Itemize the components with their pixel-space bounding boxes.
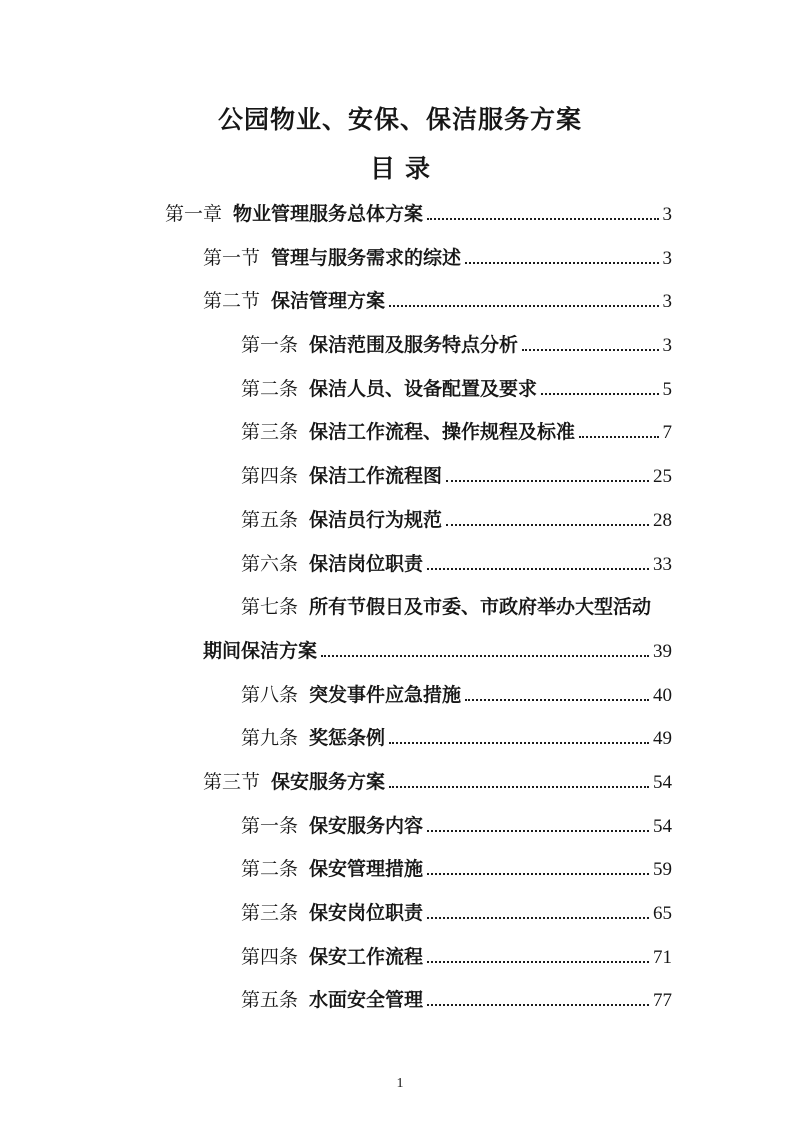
toc-entry-title: 保洁范围及服务特点分析 (309, 335, 519, 357)
dot-leader (427, 218, 658, 220)
toc-entry (165, 193, 672, 237)
toc-entry-label: 第五条 (241, 509, 299, 531)
dot-leader (579, 436, 658, 438)
toc-entry-title: 奖惩条例 (309, 728, 386, 750)
dot-leader (427, 830, 649, 832)
toc-page-number: 33 (653, 553, 672, 575)
toc-entry (241, 324, 672, 368)
toc-entry-label: 第三节 (203, 771, 261, 793)
toc-page-number: 59 (653, 859, 672, 881)
toc-entry-title: 保安管理措施 (309, 859, 424, 881)
toc-page-number: 40 (653, 684, 672, 706)
toc-page-number: 3 (662, 204, 672, 225)
toc-entry-label: 第一条 (241, 335, 299, 357)
toc-page-number: 7 (662, 422, 672, 444)
toc-entry (241, 674, 672, 718)
toc-entry-title: 保洁工作流程、操作规程及标准 (309, 422, 576, 444)
dot-leader (427, 917, 649, 919)
toc-entry-title: 所有节假日及市委、市政府举办大型活动 (309, 597, 652, 619)
toc-entry (241, 892, 672, 936)
toc-entry-title: 保安岗位职责 (309, 903, 424, 924)
toc-entry-label: 第二条 (241, 378, 299, 400)
dot-leader (427, 873, 649, 875)
toc-entry (203, 630, 672, 674)
toc-entry-title: 保洁人员、设备配置及要求 (309, 378, 538, 400)
toc-entry (241, 455, 672, 499)
toc-entry-title: 保洁员行为规范 (309, 509, 443, 531)
toc-entry-label: 第六条 (241, 553, 299, 575)
toc-entry (241, 411, 672, 455)
dot-leader (465, 699, 649, 701)
toc-entry-title: 物业管理服务总体方案 (233, 204, 424, 225)
toc-entry (241, 543, 672, 587)
dot-leader (427, 568, 649, 570)
toc-entry (241, 936, 672, 980)
dot-leader (446, 524, 649, 526)
toc-entry-label: 第九条 (241, 728, 299, 750)
document-title: 公园物业、安保、保洁服务方案 (217, 107, 582, 134)
toc-entry-title: 保洁工作流程图 (309, 466, 443, 488)
toc-entry-title: 期间保洁方案 (203, 640, 318, 662)
toc-page-number: 3 (662, 247, 672, 269)
toc-page-number: 71 (653, 946, 672, 968)
toc-entry-label: 第三条 (241, 422, 299, 444)
dot-leader (541, 393, 658, 395)
toc-entry (203, 237, 672, 281)
toc-entry (241, 979, 672, 1023)
toc-page-number: 54 (653, 815, 672, 837)
dot-leader (389, 786, 649, 788)
toc-entry-label: 第二条 (241, 859, 299, 881)
toc-page-number: 77 (653, 990, 672, 1012)
dot-leader (446, 480, 649, 482)
toc-page-number: 39 (653, 640, 672, 662)
toc-entry (241, 848, 672, 892)
toc-entry-label: 第五条 (241, 990, 299, 1012)
toc-entry-title: 保安服务内容 (309, 815, 424, 837)
toc-entry-label: 第四条 (241, 946, 299, 968)
dot-leader (389, 305, 658, 307)
toc-entry-label: 第七条 (241, 597, 299, 619)
dot-leader (389, 742, 649, 744)
toc-entry-label: 第一节 (203, 247, 261, 269)
toc-entry (241, 368, 672, 412)
dot-leader (427, 1004, 649, 1006)
toc-entry-label: 第三条 (241, 903, 299, 924)
dot-leader (427, 961, 649, 963)
dot-leader (522, 349, 658, 351)
toc-entry-title: 水面安全管理 (309, 990, 424, 1012)
toc-entry (203, 761, 672, 805)
toc-page-number: 54 (653, 771, 672, 793)
toc-entry-title: 保洁岗位职责 (309, 553, 424, 575)
toc-entry-label: 第一章 (165, 204, 223, 225)
dot-leader (465, 262, 658, 264)
toc-list (165, 193, 672, 1023)
toc-entry-label: 第一条 (241, 815, 299, 837)
toc-page-number: 25 (653, 466, 672, 488)
toc-entry-title: 管理与服务需求的综述 (271, 247, 462, 269)
toc-page-number: 3 (662, 291, 672, 313)
toc-entry-title: 保洁管理方案 (271, 291, 386, 313)
toc-page-number: 65 (653, 903, 672, 924)
toc-entry (203, 280, 672, 324)
toc-page-number: 3 (662, 335, 672, 357)
toc-entry (241, 805, 672, 849)
toc-page-number: 49 (653, 728, 672, 750)
toc-entry (241, 717, 672, 761)
toc-entry-title: 保安工作流程 (309, 946, 424, 968)
toc-heading: 目录 (369, 156, 440, 183)
toc-entry (241, 586, 672, 630)
toc-entry-title: 保安服务方案 (271, 771, 386, 793)
footer-page-number: 1 (396, 1076, 404, 1091)
toc-page-number: 5 (662, 378, 672, 400)
toc-entry (241, 499, 672, 543)
toc-page-number: 28 (653, 509, 672, 531)
toc-entry-label: 第四条 (241, 466, 299, 488)
toc-entry-label: 第八条 (241, 684, 299, 706)
toc-entry-label: 第二节 (203, 291, 261, 313)
dot-leader (321, 655, 649, 657)
toc-entry-title: 突发事件应急措施 (309, 684, 462, 706)
